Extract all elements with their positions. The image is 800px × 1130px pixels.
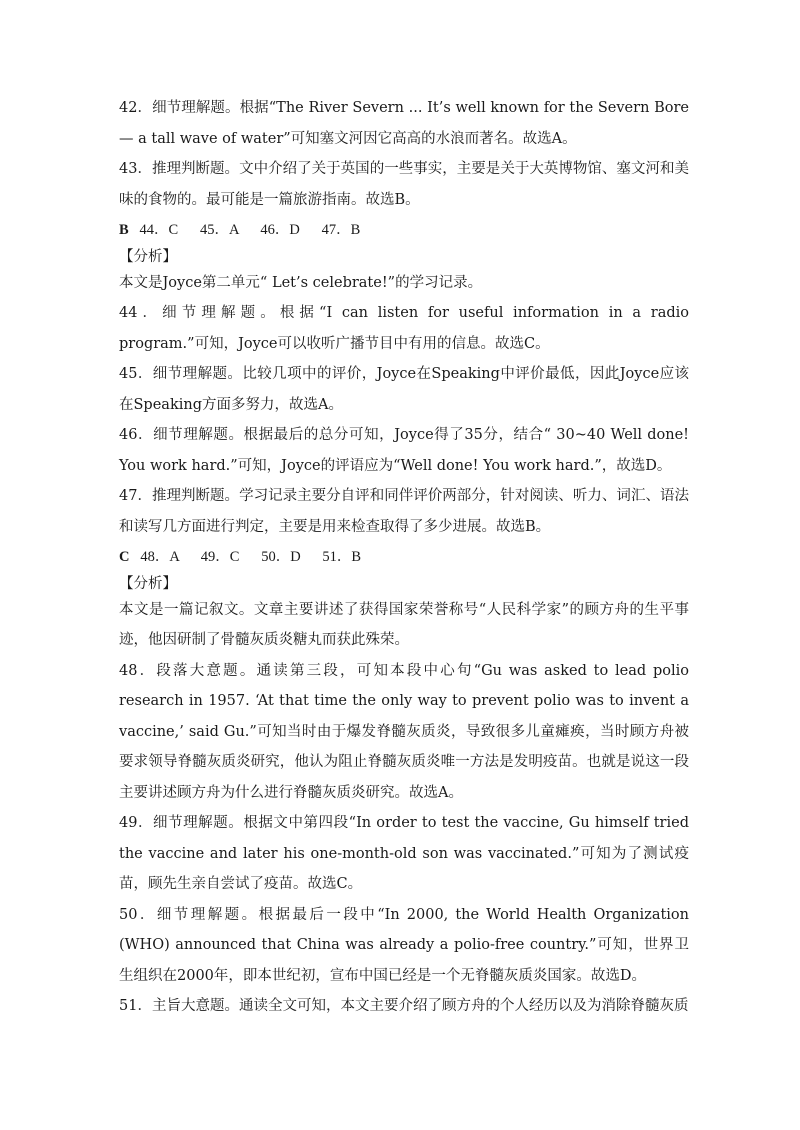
section-c-answers [119, 542, 689, 573]
answer-44-explanation: 44．细节理解题。根据“I can listen for useful information in a radio program.”可知，Joyce可以收听广播节目中有用的信息。故选C。 [119, 305, 689, 352]
section-letter: B [119, 222, 129, 238]
answer-42-explanation: 42．细节理解题。根据“The River Severn ... It’s well known for the Severn Bore — a tall wave of water”可知塞文河因它高高的水浪而著名。故选A。 [119, 100, 689, 147]
answer-key: 48．A 49．C 50．D 51．B [129, 549, 362, 565]
answer-43-explanation: 43．推理判断题。文中介绍了关于英国的一些事实，主要是关于大英博物馆、塞文河和美味的食物的。最可能是一篇旅游指南。故选B。 [119, 161, 689, 208]
answer-key: 44．C 45．A 46．D 47．B [128, 222, 361, 238]
section-letter: C [119, 549, 130, 565]
section-b-summary: 本文是Joyce第二单元“ Let’s celebrate!”的学习记录。 [119, 274, 483, 291]
section-b-answers [119, 215, 689, 246]
answer-45-explanation: 45．细节理解题。比较几项中的评价，Joyce在Speaking中评价最低，因此Joyce应该在Speaking方面多努力，故选A。 [119, 366, 689, 413]
answer-51-explanation: 51．主旨大意题。通读全文可知，本文主要介绍了顾方舟的个人经历以及为消除脊髓灰质 [119, 998, 689, 1014]
analysis-tag-b: 【分析】 [119, 248, 177, 265]
answer-50-explanation: 50．细节理解题。根据最后一段中“In 2000, the World Health Organization (WHO) announced that China was already a polio-free country.”可知，世界卫生组织在2000年，即本世纪初，宣布中国已经是一个无脊髓灰质炎国家。故选D。 [119, 906, 689, 984]
answer-46-explanation: 46．细节理解题。根据最后的总分可知，Joyce得了35分，结合“ 30~40 Well done! You work hard.”可知，Joyce的评语应为“Well done! You work hard.”，故选D。 [119, 427, 689, 474]
analysis-tag-c: 【分析】 [119, 575, 177, 592]
section-c-summary: 本文是一篇记叙文。文章主要讲述了获得国家荣誉称号“人民科学家”的顾方舟的生平事迹，他因研制了骨髓灰质炎糖丸而获此殊荣。 [119, 601, 689, 648]
answer-49-explanation: 49．细节理解题。根据文中第四段“In order to test the vaccine, Gu himself tried the vaccine and later his one-month-old son was vaccinated.”可知为了测试疫苗，顾先生亲自尝试了疫苗。故选C。 [119, 815, 689, 892]
document-body [119, 93, 689, 1022]
answer-48-explanation: 48．段落大意题。通读第三段，可知本段中心句“Gu was asked to lead polio research in 1957. ‘At that time the only way to prevent polio was to invent a vaccine,’ said Gu.”可知当时由于爆发脊髓灰质炎，导致很多儿童瘫痪，当时顾方舟被要求领导脊髓灰质炎研究，他认为阻止脊髓灰质炎唯一方法是发明疫苗。也就是说这一段主要讲述顾方舟为什么进行脊髓灰质炎研究。故选A。 [119, 662, 689, 801]
answer-47-explanation: 47．推理判断题。学习记录主要分自评和同伴评价两部分，针对阅读、听力、词汇、语法和读写几方面进行判定，主要是用来检查取得了多少进展。故选B。 [119, 488, 689, 535]
